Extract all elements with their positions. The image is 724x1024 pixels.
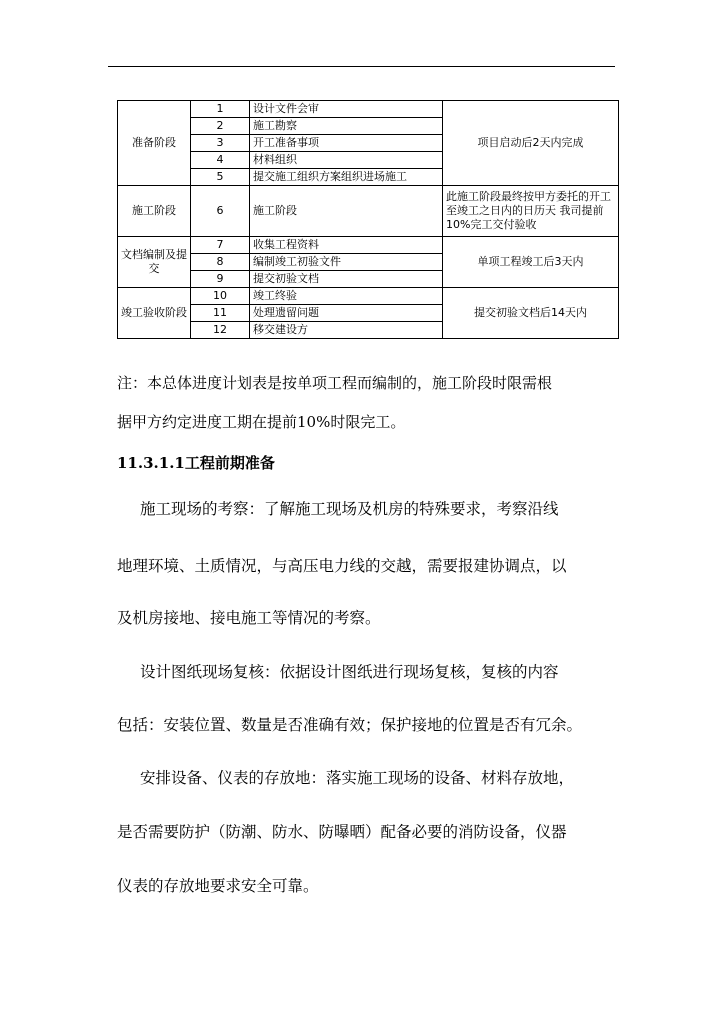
paragraph-line: 施工现场的考察：了解施工现场及机房的特殊要求，考察沿线: [140, 500, 559, 518]
time-note: 此施工阶段最终按甲方委托的开工至竣工之日内的日历天 我司提前10%完工交付验收: [443, 186, 619, 237]
table-row: [118, 288, 619, 305]
task-name: 提交施工组织方案组织进场施工: [250, 169, 443, 186]
paragraph-line: 设计图纸现场复核：依据设计图纸进行现场复核，复核的内容: [140, 663, 559, 681]
task-name: 材料组织: [250, 152, 443, 169]
task-name: 处理遗留问题: [250, 305, 443, 322]
row-number: 2: [191, 118, 250, 135]
task-name: 提交初验文档: [250, 271, 443, 288]
row-number: 8: [191, 254, 250, 271]
table-row: [118, 237, 619, 254]
task-name: 编制竣工初验文件: [250, 254, 443, 271]
task-name: 施工阶段: [250, 186, 443, 237]
time-note: 提交初验文档后14天内: [443, 288, 619, 339]
row-number: 9: [191, 271, 250, 288]
phase-cell: 施工阶段: [118, 186, 191, 237]
row-number: 7: [191, 237, 250, 254]
time-note: 项目启动后2天内完成: [443, 101, 619, 186]
paragraph-line: 包括：安装位置、数量是否准确有效；保护接地的位置是否有冗余。: [117, 716, 583, 734]
header-rule: [108, 66, 615, 67]
row-number: 1: [191, 101, 250, 118]
task-name: 施工勘察: [250, 118, 443, 135]
row-number: 10: [191, 288, 250, 305]
phase-cell: 准备阶段: [118, 101, 191, 186]
task-name: 设计文件会审: [250, 101, 443, 118]
task-name: 开工准备事项: [250, 135, 443, 152]
paragraph-line: 是否需要防护（防潮、防水、防曝晒）配备必要的消防设备，仪器: [117, 823, 567, 841]
paragraph-line: 安排设备、仪表的存放地：落实施工现场的设备、材料存放地，: [140, 769, 575, 787]
paragraph-line: 及机房接地、接电施工等情况的考察。: [117, 609, 381, 627]
schedule-table: [117, 100, 619, 339]
time-note: 单项工程竣工后3天内: [443, 237, 619, 288]
row-number: 6: [191, 186, 250, 237]
note-line-1: 注：本总体进度计划表是按单项工程而编制的，施工阶段时限需根: [117, 374, 553, 392]
paragraph-line: 地理环境、土质情况，与高压电力线的交越，需要报建协调点，以: [117, 557, 567, 575]
row-number: 11: [191, 305, 250, 322]
task-name: 竣工终验: [250, 288, 443, 305]
table-row: [118, 186, 619, 237]
row-number: 5: [191, 169, 250, 186]
paragraph-line: 仪表的存放地要求安全可靠。: [117, 877, 319, 895]
section-heading: 11.3.1.1工程前期准备: [117, 454, 275, 472]
note-line-2: 据甲方约定进度工期在提前10%时限完工。: [117, 413, 406, 431]
row-number: 12: [191, 322, 250, 339]
row-number: 3: [191, 135, 250, 152]
phase-cell: 文档编制及提交: [118, 237, 191, 288]
task-name: 收集工程资料: [250, 237, 443, 254]
phase-cell: 竣工验收阶段: [118, 288, 191, 339]
row-number: 4: [191, 152, 250, 169]
table-row: [118, 101, 619, 118]
task-name: 移交建设方: [250, 322, 443, 339]
